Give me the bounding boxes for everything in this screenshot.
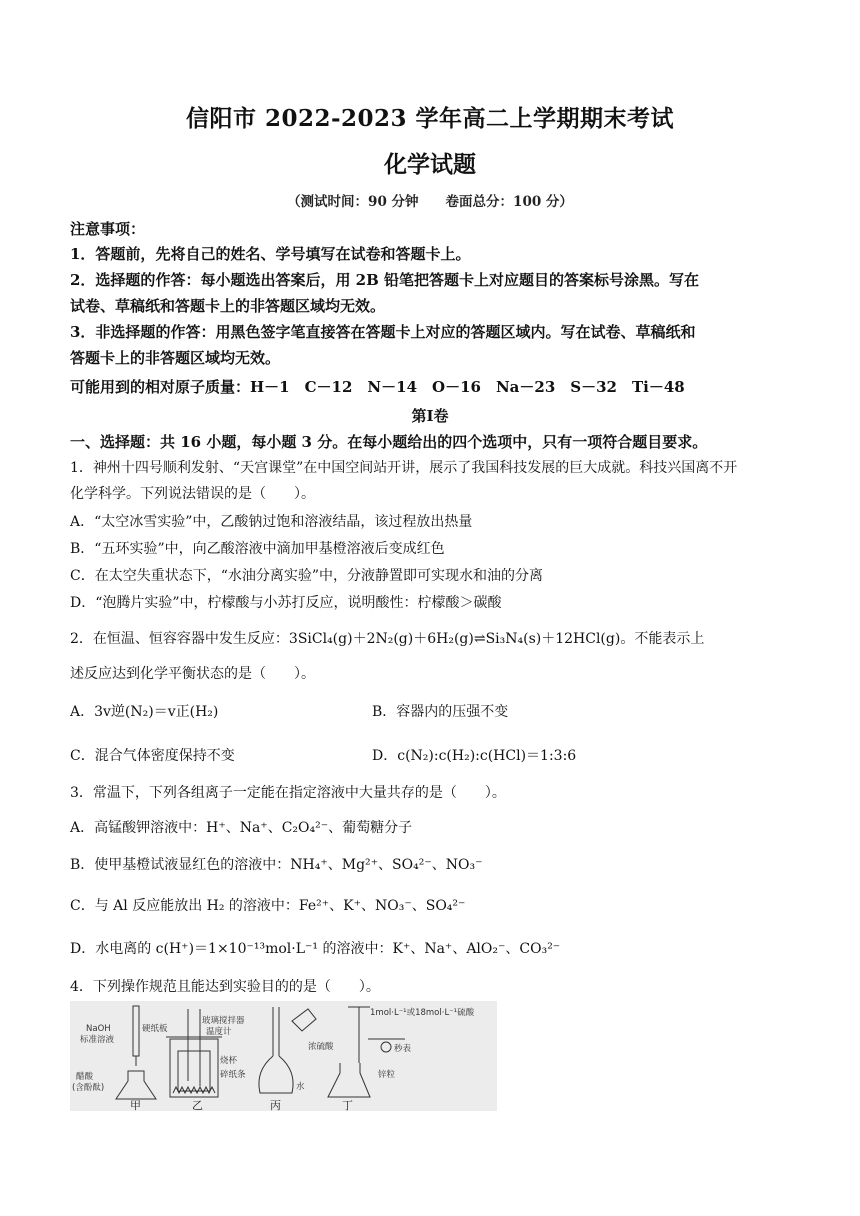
volume-heading: 第Ⅰ卷 [411, 407, 449, 425]
fig-label-board: 硬纸板 [142, 1024, 168, 1034]
fig-label-sulfuric: 1mol·L⁻¹或18mol·L⁻¹硫酸 [370, 1008, 475, 1018]
fig-label-acetic: 醋酸 [76, 1072, 94, 1082]
q2-option-d: D．c(N₂):c(H₂):c(HCl)＝1:3:6 [372, 748, 577, 764]
q3-option-b: B．使甲基橙试液显红色的溶液中：NH₄⁺、Mg²⁺、SO₄²⁻、NO₃⁻ [70, 857, 483, 873]
fig-caption-jia: 甲 [130, 1099, 141, 1111]
q1-option-d: D．“泡腾片实验”中，柠檬酸与小苏打反应，说明酸性：柠檬酸＞碳酸 [70, 595, 502, 611]
q2-stem-a: 2．在恒温、恒容容器中发生反应：3SiCl₄(g)＋2N₂(g)＋6H₂(g)⇌Si₃N₄(s)＋12HCl(g)。不能表示上 [70, 631, 705, 647]
apparatus-drawing [70, 1001, 497, 1111]
apparatus-jia [116, 1006, 156, 1099]
q4-apparatus-figure [70, 1001, 497, 1111]
fig-label-phenol: (含酚酞) [72, 1083, 105, 1093]
q1-stem-b: 化学科学。下列说法错误的是（ ）。 [70, 486, 315, 502]
exam-meta: （测试时间：90 分钟 卷面总分：100 分） [287, 194, 573, 210]
fig-label-conc-acid: 浓硫酸 [308, 1042, 334, 1052]
fig-label-beaker: 烧杯 [220, 1056, 238, 1066]
fig-label-paper: 碎纸条 [220, 1070, 246, 1080]
fig-label-stirrer: 玻璃搅拌器 [202, 1016, 245, 1026]
q2-option-a: A．3v逆(N₂)＝v正(H₂) [70, 704, 219, 720]
fig-label-thermometer: 温度计 [206, 1027, 232, 1037]
notes-heading: 注意事项： [70, 220, 146, 238]
q2-option-c: C．混合气体密度保持不变 [70, 748, 235, 764]
note-1: 1．答题前，先将自己的姓名、学号填写在试卷和答题卡上。 [70, 245, 471, 263]
atomic-masses: 可能用到的相对原子质量：H－1 C－12 N－14 O－16 Na－23 S－32 Ti－48 [70, 378, 685, 396]
q4-stem: 4．下列操作规范且能达到实验目的的是（ ）。 [70, 979, 380, 995]
fig-label-water: 水 [296, 1082, 305, 1092]
note-3b: 答题卡上的非答题区域均无效。 [70, 349, 281, 367]
note-2b: 试卷、草稿纸和答题卡上的非答题区域均无效。 [70, 297, 386, 315]
note-3a: 3．非选择题的作答：用黑色签字笔直接答在答题卡上对应的答题区域内。写在试卷、草稿纸和 [70, 323, 696, 341]
q2-stem-b: 述反应达到化学平衡状态的是（ ）。 [70, 666, 315, 682]
fig-label-zinc: 锌粒 [378, 1070, 396, 1080]
q3-option-d: D．水电离的 c(H⁺)＝1×10⁻¹³mol·L⁻¹ 的溶液中：K⁺、Na⁺、AlO₂⁻、CO₃²⁻ [70, 941, 561, 957]
fig-caption-yi: 乙 [192, 1099, 203, 1111]
q3-option-c: C．与 Al 反应能放出 H₂ 的溶液中：Fe²⁺、K⁺、NO₃⁻、SO₄²⁻ [70, 898, 466, 914]
exam-title: 信阳市 2022-2023 学年高二上学期期末考试 [185, 105, 675, 132]
q3-option-a: A．高锰酸钾溶液中：H⁺、Na⁺、C₂O₄²⁻、葡萄糖分子 [70, 820, 413, 836]
fig-label-standard: 标准溶液 [80, 1035, 115, 1045]
q1-option-c: C．在太空失重状态下，“水油分离实验”中，分液静置即可实现水和油的分离 [70, 568, 544, 584]
fig-label-stopwatch: 秒表 [394, 1044, 412, 1054]
part1-heading: 一、选择题：共 16 小题，每小题 3 分。在每小题给出的四个选项中，只有一项符合题目要求。 [70, 433, 708, 451]
exam-subject: 化学试题 [384, 151, 476, 178]
q1-option-b: B．“五环实验”中，向乙酸溶液中滴加甲基橙溶液后变成红色 [70, 541, 445, 557]
q1-stem-a: 1．神州十四号顺利发射、“天宫课堂”在中国空间站开讲，展示了我国科技发展的巨大成就。科技兴国离不开 [70, 460, 738, 476]
fig-caption-ding: 丁 [342, 1099, 353, 1111]
q3-stem: 3．常温下，下列各组离子一定能在指定溶液中大量共存的是（ ）。 [70, 785, 506, 801]
fig-caption-bing: 丙 [270, 1099, 281, 1111]
q1-option-a: A．“太空冰雪实验”中，乙酸钠过饱和溶液结晶，该过程放出热量 [70, 514, 473, 530]
q2-option-b: B．容器内的压强不变 [372, 704, 509, 720]
fig-label-naoh: NaOH [86, 1024, 111, 1034]
note-2a: 2．选择题的作答：每小题选出答案后，用 2B 铅笔把答题卡上对应题目的答案标号涂黑。写在 [70, 271, 700, 289]
